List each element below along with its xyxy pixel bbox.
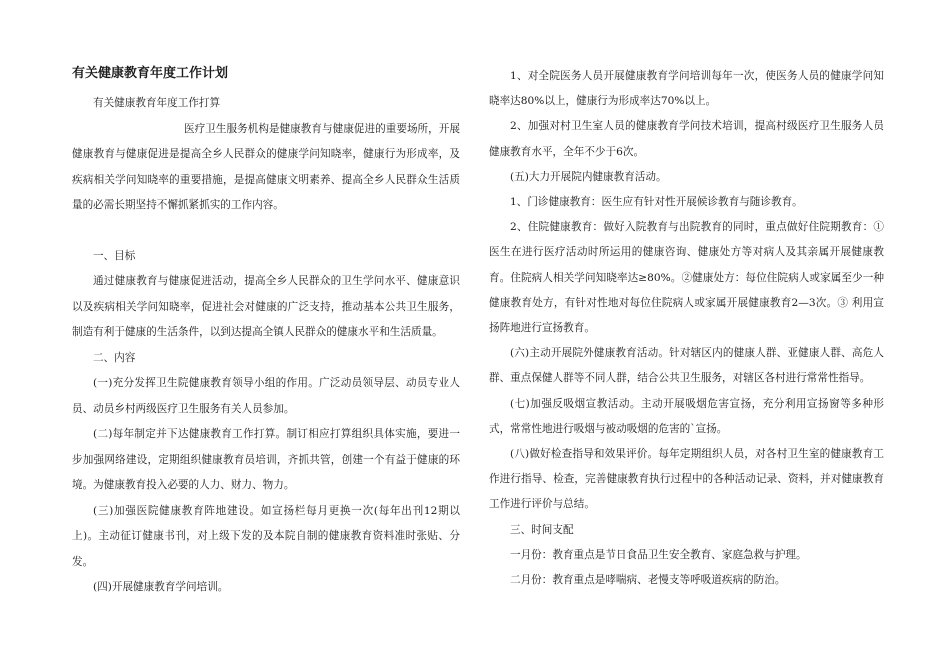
content-item-4: (四)开展健康教育学问培训。 [93,581,229,593]
section2-heading: 二、内容 [93,351,136,364]
content-item-7: (七)加强反吸烟宣教活动。主动开展吸烟危害宣扬，充分利用宣扬窗等多种形式，常常性地进行吸烟与被动吸烟的危害的`宣扬。 [489,397,884,435]
content-item-1: (一)充分发挥卫生院健康教育领导小组的作用。广泛动员领导层、动员专业人员、动员乡村两级医疗卫生服务有关人员参加。 [72,377,460,415]
paragraph-gap [72,219,460,244]
left-column [72,64,460,601]
section3-heading: 三、时间支配 [510,523,574,536]
document-subtitle: 有关健康教育年度工作打算 [93,97,221,109]
section1-heading: 一、目标 [93,249,136,262]
inpatient-education: 2、住院健康教育：做好入院教育与出院教育的同时，重点做好住院期教育：①医生在进行医疗活动时所运用的健康咨询、健康处方等对病人及其亲属开展健康教育。住院病人相关学问知晓率达≥80%。②健康处方：每位住院病人或家属至少一种健康教育处方，有针对性地对每位住院病人或家属开展健康教育2—3次。③ 利用宣扬阵地进行宣扬教育。 [489,221,884,335]
intro-paragraph: 医疗卫生服务机构是健康教育与健康促进的重要场所，开展健康教育与健康促进是提高全乡人民群众的健康学问知晓率，健康行为形成率，及疾病相关学问知晓率的重要措施，是提高健康文明素养、提高全乡人民群众生活质量的必需长期坚持不懈抓紧抓实的工作内容。 [72,122,460,211]
content-item-6: (六)主动开展院外健康教育活动。针对辖区内的健康人群、亚健康人群、高危人群、重点保健人群等不同人群，结合公共卫生服务，对辖区各村进行常常性指导。 [489,347,884,385]
section1-body: 通过健康教育与健康促进活动，提高全乡人民群众的卫生学问水平、健康意识以及疾病相关学问知晓率，促进社会对健康的广泛支持，推动基本公共卫生服务，制造有利于健康的生活条件，以到达提高全镇人民群众的健康水平和生活质量。 [72,275,460,338]
content-item-3: (三)加强医院健康教育阵地建设。如宣扬栏每月更换一次(每年出刊12期以上)。主动征订健康书刊，对上级下发的及本院自制的健康教育资料准时张贴、分发。 [72,504,460,568]
outpatient-education: 1、门诊健康教育：医生应有针对性开展候诊教育与随诊教育。 [510,196,803,209]
document-title: 有关健康教育年度工作计划 [72,66,229,81]
training-item-2: 2、加强对村卫生室人员的健康教育学问技术培训，提高村级医疗卫生服务人员健康教育水平，全年不少于6次。 [489,120,884,158]
right-column [489,64,884,593]
schedule-january: 一月份：教育重点是节日食品卫生安全教育、家庭急救与护理。 [510,548,807,561]
content-item-5: (五)大力开展院内健康教育活动。 [510,170,667,183]
content-item-2: (二)每年制定并下达健康教育工作打算。制订相应打算组织具体实施，要进一步加强网络建设，定期组织健康教育员培训，齐抓共管，创建一个有益于健康的环境。为健康教育投入必要的人力、财力、物力。 [72,428,460,491]
content-item-8: (八)做好检查指导和效果评价。每年定期组织人员，对各村卫生室的健康教育工作进行指导、检查，完善健康教育执行过程中的各种活动记录、资料，并对健康教育工作进行评价与总结。 [489,448,884,511]
training-item-1: 1、对全院医务人员开展健康教育学问培训每年一次，使医务人员的健康学问知晓率达80%以上，健康行为形成率达70%以上。 [489,70,884,108]
schedule-february: 二月份：教育重点是哮喘病、老慢支等呼吸道疾病的防治。 [510,574,786,587]
